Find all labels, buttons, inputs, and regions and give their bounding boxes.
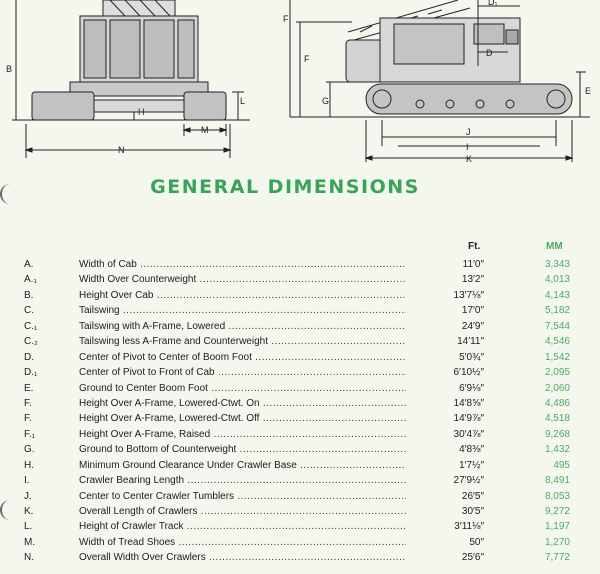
dim-label-l: L xyxy=(240,96,246,106)
row-code: F. xyxy=(24,413,32,425)
row-code: F. xyxy=(24,397,32,409)
row-mm-value: 9,272 xyxy=(544,506,570,517)
row-description: Height Over A-Frame, Lowered-Ctwt. On ..... xyxy=(79,396,406,411)
row-description: Crawler Bearing Length ..... xyxy=(79,473,406,488)
page-title: GENERAL DIMENSIONS xyxy=(150,176,420,198)
table-row xyxy=(0,381,600,396)
table-row xyxy=(0,350,600,365)
row-description: Height Over A-Frame, Raised ..... xyxy=(79,427,406,442)
row-code: C.₂ xyxy=(24,336,38,348)
row-feet-value: 6′10½″ xyxy=(453,367,484,379)
row-mm-value: 8,053 xyxy=(544,490,570,502)
row-description: Ground to Center Boom Foot ..... xyxy=(79,381,406,396)
column-header-mm: MM xyxy=(546,241,563,252)
row-description: Center of Pivot to Center of Boom Foot ..... xyxy=(79,350,406,365)
table-row xyxy=(0,365,600,380)
row-code: F.₁ xyxy=(24,428,36,440)
row-feet-value: 17′0″ xyxy=(461,305,484,317)
row-mm-value: 8,491 xyxy=(544,475,570,487)
crane-dimension-diagram xyxy=(0,0,600,170)
row-description: Overall Width Over Crawlers ..... xyxy=(79,550,406,565)
row-code: D. xyxy=(24,351,34,363)
row-feet-value: 25′6″ xyxy=(461,552,484,564)
row-mm-value: 4,013 xyxy=(544,274,570,286)
row-mm-value: 4,518 xyxy=(544,413,570,425)
table-row xyxy=(0,334,600,349)
table-row xyxy=(0,473,600,488)
row-feet-value: 14′9⅞″ xyxy=(453,413,484,425)
dim-label-i: I xyxy=(466,142,469,152)
row-feet-value: 1′7½″ xyxy=(459,459,484,471)
table-row xyxy=(0,535,600,550)
table-row xyxy=(0,519,600,534)
row-description: Height of Crawler Track ..... xyxy=(79,519,406,534)
row-code: G. xyxy=(24,444,35,456)
dimensions-table xyxy=(0,257,600,566)
row-mm-value: 1,542 xyxy=(544,351,570,363)
table-row xyxy=(0,458,600,473)
table-row xyxy=(0,442,600,457)
row-mm-value: 1,197 xyxy=(544,521,570,533)
row-description: Height Over A-Frame, Lowered-Ctwt. Off ..... xyxy=(79,411,406,426)
front-view-drawing xyxy=(12,0,250,158)
row-mm-value: 7,544 xyxy=(544,320,570,332)
row-feet-value: 24′9″ xyxy=(461,320,484,332)
row-description: Width of Tread Shoes ..... xyxy=(79,535,406,550)
row-code: C.₁ xyxy=(24,320,38,332)
row-code: L. xyxy=(24,521,33,533)
table-row xyxy=(0,427,600,442)
dim-label-j: J xyxy=(466,127,471,137)
row-feet-value: 30′5″ xyxy=(461,506,484,517)
row-code: K. xyxy=(24,506,34,517)
row-feet-value: 11′0″ xyxy=(462,259,484,270)
row-code: A. xyxy=(24,259,34,270)
table-row xyxy=(0,257,600,272)
table-row xyxy=(0,550,600,565)
row-description: Tailswing less A-Frame and Counterweight ..... xyxy=(79,334,406,349)
table-row xyxy=(0,411,600,426)
table-row xyxy=(0,504,600,519)
row-description: Width Over Counterweight ..... xyxy=(79,272,406,287)
row-mm-value: 5,182 xyxy=(544,305,570,317)
row-code: J. xyxy=(24,490,32,502)
dim-label-b: B xyxy=(6,64,13,74)
dim-label-m: M xyxy=(201,125,209,135)
row-mm-value: 2,095 xyxy=(544,367,570,379)
row-feet-value: 13′2″ xyxy=(461,274,484,286)
row-code: E. xyxy=(24,382,34,394)
row-description: Minimum Ground Clearance Under Crawler Base ..... xyxy=(79,458,406,473)
dim-label-k: K xyxy=(466,154,473,164)
dim-label-f: F xyxy=(304,54,310,64)
row-feet-value: 50″ xyxy=(469,536,484,548)
dim-label-n: N xyxy=(118,145,125,155)
table-row xyxy=(0,489,600,504)
row-code: D.₁ xyxy=(24,367,38,379)
row-code: C. xyxy=(24,305,34,317)
table-row xyxy=(0,396,600,411)
row-mm-value: 495 xyxy=(553,459,570,471)
row-mm-value: 7,772 xyxy=(544,552,570,564)
dim-label-g: G xyxy=(322,96,330,106)
row-code: M. xyxy=(24,536,36,548)
row-feet-value: 30′4⅞″ xyxy=(453,428,484,440)
dim-label-f1: F xyxy=(283,14,289,24)
row-mm-value: 1,432 xyxy=(544,444,570,456)
dim-label-d1: D₁ xyxy=(488,0,498,7)
table-row xyxy=(0,319,600,334)
column-header-ft: Ft. xyxy=(468,241,481,252)
row-feet-value: 14′8⅝″ xyxy=(453,397,484,409)
row-mm-value: 9,268 xyxy=(544,428,570,440)
row-description: Center to Center Crawler Tumblers ..... xyxy=(79,489,406,504)
row-description: Height Over Cab ..... xyxy=(79,288,406,303)
row-description: Overall Length of Crawlers ..... xyxy=(79,504,406,519)
row-mm-value: 4,546 xyxy=(544,336,570,348)
row-mm-value: 4,143 xyxy=(544,289,570,301)
side-view-drawing xyxy=(290,0,590,162)
row-description: Ground to Bottom of Counterweight ..... xyxy=(79,442,406,457)
table-row xyxy=(0,288,600,303)
row-feet-value: 14′11″ xyxy=(457,336,484,348)
row-code: N. xyxy=(24,552,34,564)
row-mm-value: 3,343 xyxy=(544,259,570,270)
row-feet-value: 6′9⅛″ xyxy=(459,382,484,394)
row-code: A.₁ xyxy=(24,274,37,286)
row-feet-value: 5′0¾″ xyxy=(459,351,484,363)
table-row xyxy=(0,303,600,318)
row-feet-value: 4′8⅜″ xyxy=(459,444,484,456)
row-mm-value: 4,486 xyxy=(544,397,570,409)
row-description: Center of Pivot to Front of Cab ..... xyxy=(79,365,406,380)
dim-label-d: D xyxy=(486,48,493,58)
dim-label-e: E xyxy=(585,86,592,96)
row-feet-value: 26′5″ xyxy=(461,490,484,502)
table-row xyxy=(0,272,600,287)
dim-label-h: H xyxy=(138,107,145,117)
row-feet-value: 3′11⅛″ xyxy=(454,521,484,533)
row-feet-value: 13′7⅛″ xyxy=(453,289,484,301)
row-description: Tailswing with A-Frame, Lowered ..... xyxy=(79,319,406,334)
row-mm-value: 2,060 xyxy=(544,382,570,394)
row-description: Width of Cab ..... xyxy=(79,257,406,272)
row-mm-value: 1,270 xyxy=(544,536,570,548)
row-code: B. xyxy=(24,289,34,301)
row-description: Tailswing ..... xyxy=(79,303,406,318)
row-code: I. xyxy=(24,475,30,487)
row-feet-value: 27′9½″ xyxy=(453,475,484,487)
row-code: H. xyxy=(24,459,34,471)
